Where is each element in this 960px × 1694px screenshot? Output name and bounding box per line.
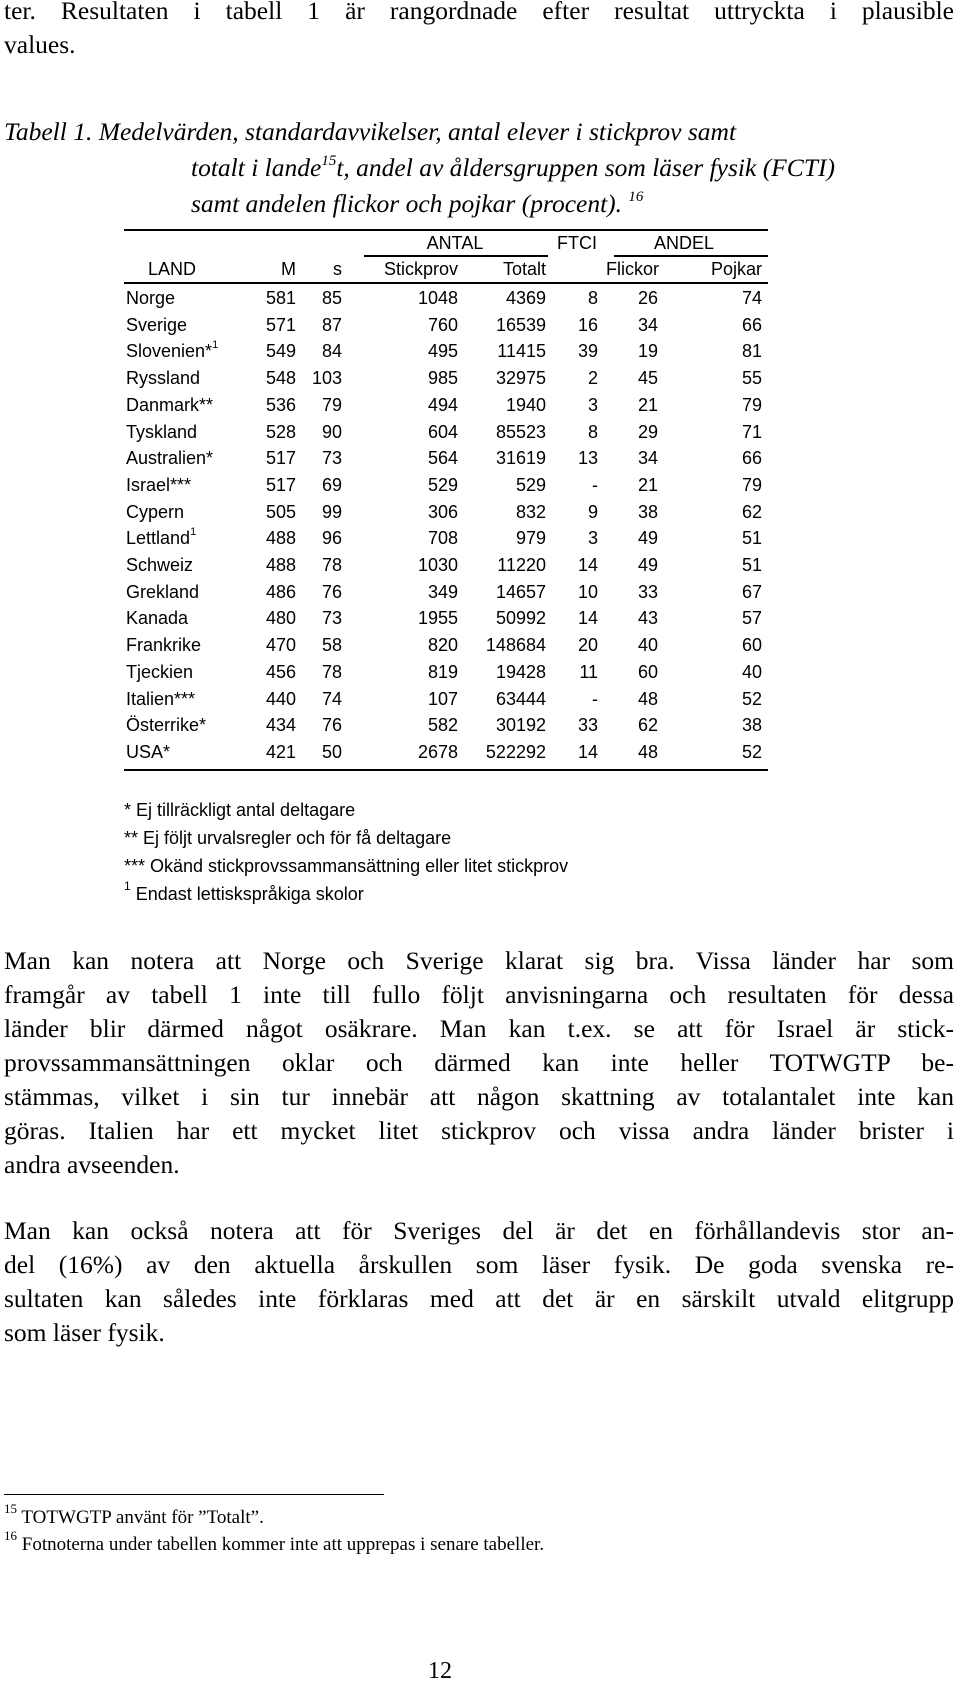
table-header-row xyxy=(124,256,768,283)
cell-m: 488 xyxy=(265,528,296,549)
cell-ftci: 8 xyxy=(587,421,598,442)
cell-flickor: 40 xyxy=(637,635,658,656)
cell-totalt: 522292 xyxy=(485,741,546,762)
cell-stickprov: 1030 xyxy=(417,555,458,575)
text-line: länder blir därmed något osäkrare. Man kan t.ex. se att för Israel är stick- xyxy=(4,1014,954,1043)
text-line: del (16%) av den aktuella årskullen som läser fysik. De goda svenska re- xyxy=(4,1250,954,1279)
cell-totalt: 148684 xyxy=(485,635,546,656)
cell-pojkar: 71 xyxy=(741,421,762,442)
cell-pojkar: 40 xyxy=(741,661,762,682)
text-line: Man kan notera att Norge och Sverige klarat sig bra. Vissa länder har som xyxy=(4,946,954,975)
cell-stickprov: 2678 xyxy=(417,741,458,762)
cell-stickprov: 985 xyxy=(427,368,458,389)
text-line: göras. Italien har ett mycket litet stickprov och vissa andra länder brister i xyxy=(4,1116,954,1145)
cell-totalt: 19428 xyxy=(495,661,546,682)
cell-flickor: 43 xyxy=(637,608,658,629)
cell-s: 78 xyxy=(321,661,342,682)
cell-flickor: 49 xyxy=(637,528,658,549)
cell-land-text: Tyskland xyxy=(126,421,198,442)
cell-stickprov: 819 xyxy=(427,661,458,682)
cell-pojkar: 67 xyxy=(741,581,762,602)
cell-totalt: 31619 xyxy=(495,448,546,469)
cell-flickor: 34 xyxy=(637,448,658,469)
cell-totalt: 16539 xyxy=(495,314,546,335)
cell-land-text: Australien* xyxy=(126,448,214,469)
footnote-ref: 16 xyxy=(628,188,644,205)
cell-pojkar: 79 xyxy=(741,394,762,415)
cell-ftci: 13 xyxy=(577,448,598,469)
footnote-number: 16 xyxy=(4,1527,17,1543)
cell-flickor: 29 xyxy=(637,421,658,442)
cell-land xyxy=(126,312,187,339)
cell-m: 548 xyxy=(265,368,296,389)
footnote-separator xyxy=(4,1494,384,1495)
table-group-header xyxy=(124,230,768,257)
header-land: LAND xyxy=(148,259,197,279)
note xyxy=(124,880,568,908)
table-row xyxy=(124,419,768,446)
table-row xyxy=(124,579,768,606)
cell-land-text: Slovenien* xyxy=(126,341,213,362)
table-row xyxy=(124,659,768,686)
cell-land-text: Lettland xyxy=(126,528,191,549)
cell-stickprov: 495 xyxy=(427,341,458,362)
cell-land-text: Cypern xyxy=(126,501,185,522)
table-row xyxy=(124,712,768,739)
cell-m: 571 xyxy=(265,314,296,335)
cell-stickprov: 564 xyxy=(427,448,458,469)
cell-stickprov: 529 xyxy=(427,474,458,495)
cell-s: 69 xyxy=(321,474,342,495)
cell-ftci: - xyxy=(592,474,598,495)
cell-m: 480 xyxy=(265,608,296,629)
intro-text xyxy=(4,0,954,62)
table-row xyxy=(124,392,768,419)
cell-pojkar: 66 xyxy=(741,448,762,469)
cell-stickprov: 604 xyxy=(427,421,458,442)
cell-flickor: 21 xyxy=(637,394,658,415)
cell-land-text: USA* xyxy=(126,741,171,762)
cell-ftci: 20 xyxy=(577,635,598,656)
cell-s: 96 xyxy=(321,528,342,549)
cell-s: 50 xyxy=(321,741,342,762)
cell-s: 99 xyxy=(321,501,342,522)
cell-stickprov: 349 xyxy=(427,581,458,602)
note: *** Okänd stickprovssammansättning eller litet stickprov xyxy=(124,856,569,876)
cell-s: 78 xyxy=(321,555,342,575)
caption-line: Medelvärden, standardavvikelser, antal elever i stickprov samt xyxy=(98,117,737,146)
cell-pojkar: 79 xyxy=(741,474,762,495)
cell-flickor: 49 xyxy=(637,555,658,575)
cell-ftci: 14 xyxy=(577,741,598,762)
table-row xyxy=(124,338,768,365)
cell-m: 549 xyxy=(265,341,296,362)
cell-totalt: 832 xyxy=(515,501,546,522)
cell-stickprov: 820 xyxy=(427,635,458,656)
cell-land-text: Frankrike xyxy=(126,635,202,656)
cell-pojkar: 51 xyxy=(741,555,762,575)
cell-flickor: 60 xyxy=(637,661,658,682)
cell-ftci: 14 xyxy=(577,555,598,575)
page-number: 12 xyxy=(428,1658,452,1684)
cell-land-text: Tjeckien xyxy=(126,661,194,682)
text-line: provssammansättningen oklar och därmed kan inte heller TOTWGTP be- xyxy=(4,1048,954,1077)
cell-ftci: 39 xyxy=(577,341,598,362)
cell-stickprov: 760 xyxy=(427,314,458,335)
cell-land-text: Kanada xyxy=(126,608,189,629)
cell-pojkar: 60 xyxy=(741,635,762,656)
cell-m: 456 xyxy=(265,661,296,682)
cell-s: 76 xyxy=(321,581,342,602)
cell-land xyxy=(126,552,193,579)
cell-ftci: 9 xyxy=(587,501,598,522)
cell-ftci: 2 xyxy=(587,368,598,389)
cell-pojkar: 74 xyxy=(741,288,762,308)
table-row xyxy=(124,739,768,766)
cell-m: 536 xyxy=(265,394,296,415)
footnote-number: 15 xyxy=(4,1500,17,1516)
cell-land xyxy=(126,525,196,552)
cell-totalt: 85523 xyxy=(495,421,546,442)
cell-pojkar: 66 xyxy=(741,314,762,335)
cell-land xyxy=(126,285,175,312)
table-bottom-rule xyxy=(124,769,768,771)
cell-land xyxy=(126,365,200,392)
caption-label: Tabell 1. xyxy=(4,117,93,146)
cell-ftci: 3 xyxy=(587,394,598,415)
cell-land xyxy=(126,445,213,472)
table-row xyxy=(124,472,768,499)
header-pojkar: Pojkar xyxy=(710,259,762,279)
cell-pojkar: 52 xyxy=(741,688,762,709)
table-row xyxy=(124,605,768,632)
cell-flickor: 38 xyxy=(637,501,658,522)
cell-flickor: 26 xyxy=(637,288,658,308)
cell-pojkar: 55 xyxy=(741,368,762,389)
cell-m: 486 xyxy=(265,581,296,602)
table-row xyxy=(124,552,768,579)
cell-ftci: 11 xyxy=(579,661,598,682)
table-row xyxy=(124,632,768,659)
cell-m: 434 xyxy=(265,715,296,736)
paragraph-1 xyxy=(4,944,954,1182)
group-ftci: FTCI xyxy=(557,233,597,253)
cell-land xyxy=(126,659,193,686)
caption-line: samt andelen flickor och pojkar (procent). xyxy=(191,189,623,218)
cell-land-text: Ryssland xyxy=(126,368,201,389)
intro-line: ter. Resultaten i tabell 1 är rangordnade efter resultat uttryckta i plausible xyxy=(4,0,954,25)
cell-totalt: 32975 xyxy=(495,368,546,389)
cell-land-text: Schweiz xyxy=(126,555,194,575)
cell-s: 90 xyxy=(321,421,342,442)
cell-totalt: 4369 xyxy=(505,288,546,308)
header-bottom-rule xyxy=(124,282,768,284)
cell-flickor: 62 xyxy=(637,715,658,736)
cell-totalt: 30192 xyxy=(495,715,546,736)
cell-pojkar: 81 xyxy=(741,341,762,362)
group-antal: ANTAL xyxy=(426,233,484,253)
cell-flickor: 33 xyxy=(637,581,658,602)
cell-s: 76 xyxy=(321,715,342,736)
cell-totalt: 11415 xyxy=(497,341,546,362)
cell-land xyxy=(126,419,197,446)
cell-land xyxy=(126,392,213,419)
cell-land xyxy=(126,739,170,766)
caption-line: totalt i lande xyxy=(191,153,322,182)
cell-stickprov: 1955 xyxy=(417,608,458,629)
cell-stickprov: 494 xyxy=(427,394,458,415)
cell-land xyxy=(126,686,195,713)
table-caption xyxy=(4,114,835,222)
cell-s: 84 xyxy=(321,341,342,362)
table-row xyxy=(124,312,768,339)
cell-s: 73 xyxy=(321,448,342,469)
cell-pojkar: 57 xyxy=(741,608,762,629)
table-row xyxy=(124,285,768,312)
text-line: sultaten kan således inte förklaras med att det är en särskilt utvald elitgrupp xyxy=(4,1284,954,1313)
cell-s: 87 xyxy=(321,314,342,335)
table-notes xyxy=(124,796,568,908)
cell-stickprov: 582 xyxy=(427,715,458,736)
cell-ftci: 16 xyxy=(577,314,598,335)
cell-pojkar: 38 xyxy=(741,715,762,736)
cell-pojkar: 62 xyxy=(741,501,762,522)
text-line: stämmas, vilket i sin tur innebär att någon skattning av totalantalet inte kan xyxy=(4,1082,954,1111)
cell-land-text: Danmark** xyxy=(126,394,214,415)
cell-totalt: 50992 xyxy=(495,608,546,629)
cell-land-text: Italien*** xyxy=(126,688,196,709)
header-totalt: Totalt xyxy=(502,259,546,279)
text-line: framgår av tabell 1 inte till fullo följt anvisningarna och resultaten för dessa xyxy=(4,980,954,1009)
cell-ftci: 33 xyxy=(577,715,598,736)
text-line: som läser fysik. xyxy=(4,1318,165,1347)
cell-s: 85 xyxy=(321,288,342,308)
paragraph-2 xyxy=(4,1214,954,1350)
table-row xyxy=(124,365,768,392)
cell-m: 505 xyxy=(265,501,296,522)
header-s: s xyxy=(333,259,342,279)
cell-land-sup: 1 xyxy=(190,526,197,539)
cell-land xyxy=(126,579,199,606)
cell-s: 103 xyxy=(311,368,342,389)
cell-land xyxy=(126,499,184,526)
cell-stickprov: 708 xyxy=(427,528,458,549)
cell-pojkar: 52 xyxy=(741,741,762,762)
cell-s: 58 xyxy=(321,635,342,656)
cell-totalt: 11220 xyxy=(497,555,546,575)
cell-stickprov: 1048 xyxy=(417,288,458,308)
header-m: M xyxy=(281,259,296,279)
cell-totalt: 1940 xyxy=(505,394,546,415)
cell-m: 470 xyxy=(265,635,296,656)
table-row xyxy=(124,445,768,472)
header-stickprov: Stickprov xyxy=(383,259,458,279)
cell-stickprov: 306 xyxy=(427,501,458,522)
cell-m: 517 xyxy=(265,448,296,469)
text-line: andra avseenden. xyxy=(4,1150,180,1179)
table-row xyxy=(124,499,768,526)
table-row xyxy=(124,525,768,552)
cell-pojkar: 51 xyxy=(741,528,762,549)
cell-land-text: Sverige xyxy=(126,314,188,335)
cell-s: 74 xyxy=(321,688,342,709)
cell-totalt: 14657 xyxy=(495,581,546,602)
cell-land xyxy=(126,605,188,632)
cell-s: 73 xyxy=(321,608,342,629)
caption-line: t, andel av åldersgruppen som läser fysik (FCTI) xyxy=(336,153,835,182)
cell-m: 440 xyxy=(265,688,296,709)
cell-flickor: 48 xyxy=(637,688,658,709)
cell-flickor: 48 xyxy=(637,741,658,762)
cell-m: 581 xyxy=(265,288,296,308)
cell-m: 517 xyxy=(265,474,296,495)
cell-land-text: Israel*** xyxy=(126,474,192,495)
cell-m: 421 xyxy=(265,741,296,762)
cell-s: 79 xyxy=(321,394,342,415)
cell-m: 528 xyxy=(265,421,296,442)
cell-flickor: 19 xyxy=(637,341,658,362)
cell-land xyxy=(126,632,201,659)
text-line: Man kan också notera att för Sveriges del är det en förhållandevis stor an- xyxy=(4,1216,954,1245)
note-text: Endast lettiskspråkiga skolor xyxy=(135,884,364,904)
cell-land-sup: 1 xyxy=(212,339,219,352)
cell-land xyxy=(126,472,191,499)
footnote-16 xyxy=(4,1527,545,1557)
footnote-text: Fotnoterna under tabellen kommer inte att upprepas i senare tabeller. xyxy=(21,1534,545,1555)
cell-ftci: 3 xyxy=(587,528,598,549)
footnote-ref: 15 xyxy=(321,152,337,169)
cell-land xyxy=(126,338,218,365)
footnote-text: TOTWGTP använt för ”Totalt”. xyxy=(21,1507,264,1528)
cell-flickor: 34 xyxy=(637,314,658,335)
cell-land xyxy=(126,712,206,739)
cell-m: 488 xyxy=(265,555,296,575)
cell-land-text: Grekland xyxy=(126,581,200,602)
cell-land-text: Österrike* xyxy=(126,715,207,736)
cell-totalt: 979 xyxy=(515,528,546,549)
header-flickor: Flickor xyxy=(606,259,659,279)
cell-stickprov: 107 xyxy=(427,688,458,709)
cell-ftci: - xyxy=(592,688,598,709)
intro-line: values. xyxy=(4,30,76,59)
cell-ftci: 14 xyxy=(577,608,598,629)
cell-totalt: 529 xyxy=(515,474,546,495)
note: * Ej tillräckligt antal deltagare xyxy=(124,800,356,820)
cell-land-text: Norge xyxy=(126,288,176,308)
cell-flickor: 45 xyxy=(637,368,658,389)
note: ** Ej följt urvalsregler och för få deltagare xyxy=(124,828,452,848)
note-marker: 1 xyxy=(124,879,131,893)
table-row xyxy=(124,686,768,713)
group-andel: ANDEL xyxy=(653,233,715,253)
cell-ftci: 8 xyxy=(587,288,598,308)
footnote-15 xyxy=(4,1500,264,1530)
cell-totalt: 63444 xyxy=(495,688,546,709)
cell-ftci: 10 xyxy=(577,581,598,602)
cell-flickor: 21 xyxy=(637,474,658,495)
